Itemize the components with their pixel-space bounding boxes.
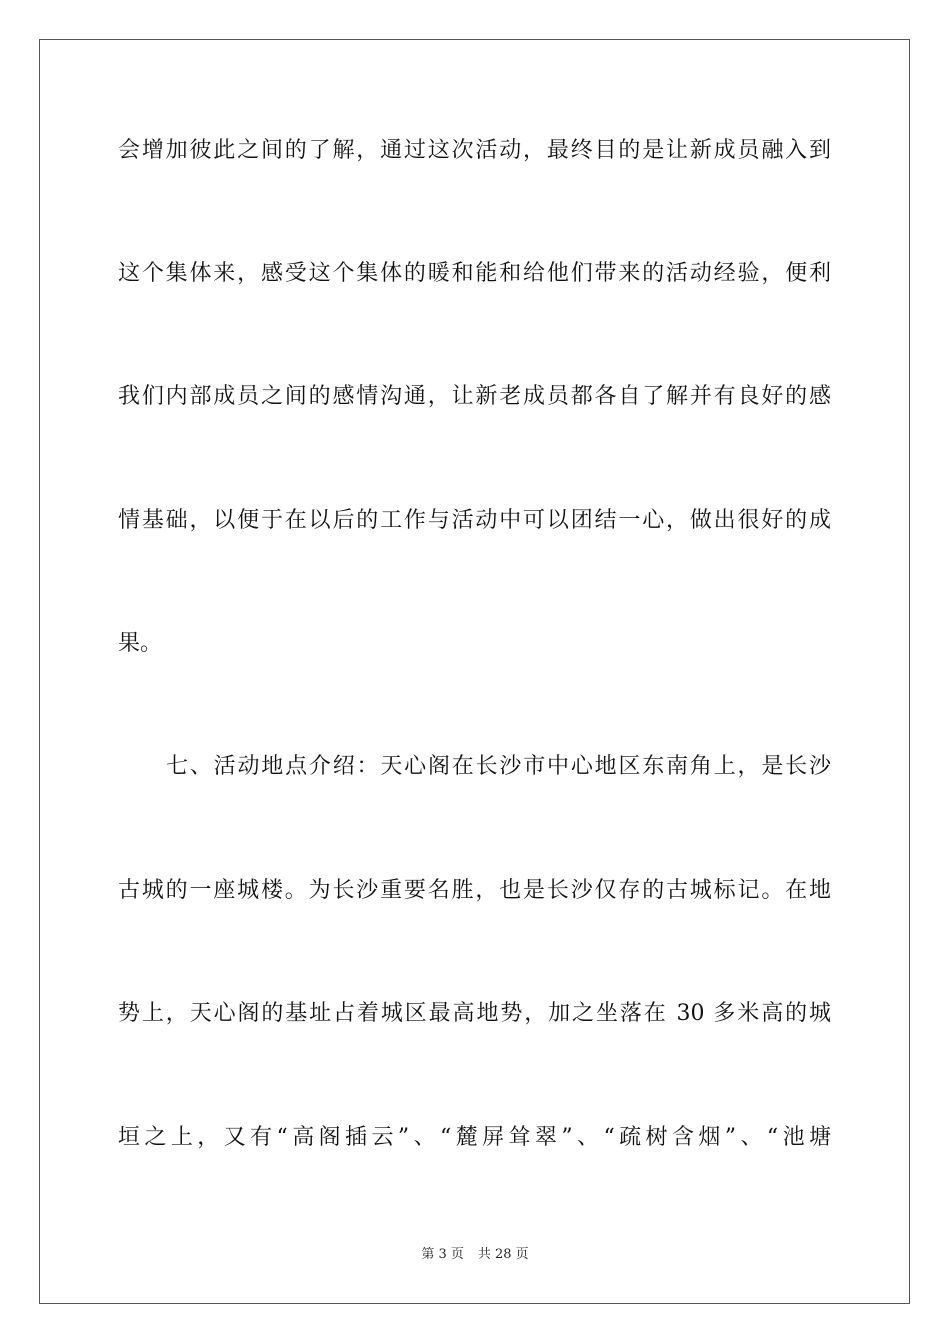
text-line: 垣之上，又有“高阁插云”、“麓屏耸翠”、“疏树含烟”、“池塘 bbox=[118, 1125, 831, 1150]
total-pages: 共 28 页 bbox=[477, 1247, 529, 1262]
text-line: 我们内部成员之间的感情沟通，让新老成员都各自了解并有良好的感 bbox=[118, 384, 831, 409]
text-line: 古城的一座城楼。为长沙重要名胜，也是长沙仅存的古城标记。在地 bbox=[118, 878, 831, 903]
page-frame bbox=[39, 39, 910, 1304]
section-heading-line: 七、活动地点介绍：天心阁在长沙市中心地区东南角上，是长沙 bbox=[166, 754, 831, 779]
text-line: 果。 bbox=[118, 631, 163, 656]
text-line: 这个集体来，感受这个集体的暖和能和给他们带来的活动经验，便利 bbox=[118, 261, 831, 286]
text-line: 势上，天心阁的基址占着城区最高地势，加之坐落在 30 多米高的城 bbox=[118, 1001, 831, 1026]
page-footer bbox=[0, 1247, 950, 1263]
text-line: 情基础，以便于在以后的工作与活动中可以团结一心，做出很好的成 bbox=[118, 508, 831, 533]
page-number: 第 3 页 bbox=[421, 1247, 464, 1262]
text-line: 会增加彼此之间的了解，通过这次活动，最终目的是让新成员融入到 bbox=[118, 138, 831, 163]
